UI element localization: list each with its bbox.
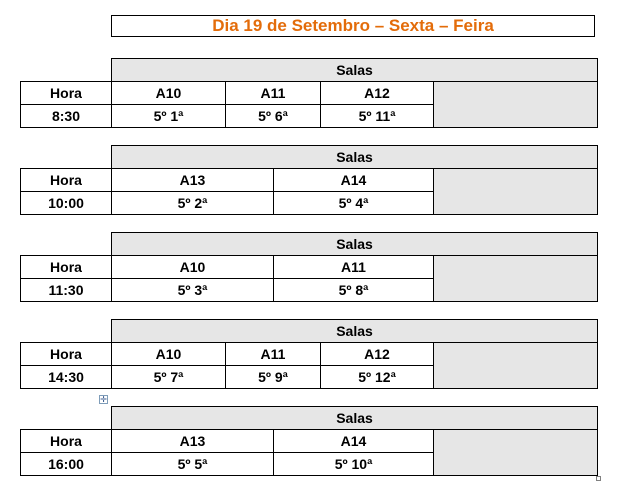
time-cell: 14:30	[21, 366, 112, 389]
page-title: Dia 19 de Setembro – Sexta – Feira	[111, 15, 595, 37]
class-cell: 5º 5ª	[112, 453, 274, 476]
class-cell: 5º 6ª	[226, 105, 321, 128]
time-cell: 11:30	[21, 279, 112, 302]
room-header: A12	[321, 82, 434, 105]
schedule-table-1	[20, 58, 598, 128]
hora-header: Hora	[21, 82, 112, 105]
room-header: A11	[226, 343, 321, 366]
class-cell: 5º 8ª	[274, 279, 434, 302]
salas-header: Salas	[112, 320, 598, 343]
class-cell: 5º 4ª	[274, 192, 434, 215]
class-cell: 5º 2ª	[112, 192, 274, 215]
class-cell: 5º 11ª	[321, 105, 434, 128]
room-header: A14	[274, 169, 434, 192]
empty-corner-cell	[21, 233, 112, 256]
class-cell: 5º 7ª	[112, 366, 226, 389]
schedule-table-4	[20, 319, 598, 389]
salas-header: Salas	[112, 233, 598, 256]
time-cell: 8:30	[21, 105, 112, 128]
empty-corner-cell	[21, 407, 112, 430]
hora-header: Hora	[21, 256, 112, 279]
empty-room-cell	[434, 256, 598, 302]
salas-header: Salas	[112, 59, 598, 82]
room-header: A10	[112, 82, 226, 105]
room-header: A13	[112, 169, 274, 192]
schedule-table-3	[20, 232, 598, 302]
empty-room-cell	[434, 82, 598, 128]
room-header: A11	[226, 82, 321, 105]
class-cell: 5º 1ª	[112, 105, 226, 128]
end-of-cell-marker-icon	[596, 476, 601, 481]
room-header: A12	[321, 343, 434, 366]
empty-corner-cell	[21, 146, 112, 169]
empty-room-cell	[434, 169, 598, 215]
schedule-table-5	[20, 406, 598, 476]
empty-room-cell	[434, 430, 598, 476]
room-header: A10	[112, 343, 226, 366]
empty-corner-cell	[21, 320, 112, 343]
room-header: A14	[274, 430, 434, 453]
class-cell: 5º 10ª	[274, 453, 434, 476]
hora-header: Hora	[21, 169, 112, 192]
salas-header: Salas	[112, 146, 598, 169]
hora-header: Hora	[21, 343, 112, 366]
time-cell: 10:00	[21, 192, 112, 215]
class-cell: 5º 3ª	[112, 279, 274, 302]
room-header: A10	[112, 256, 274, 279]
empty-room-cell	[434, 343, 598, 389]
salas-header: Salas	[112, 407, 598, 430]
room-header: A13	[112, 430, 274, 453]
room-header: A11	[274, 256, 434, 279]
empty-corner-cell	[21, 59, 112, 82]
hora-header: Hora	[21, 430, 112, 453]
class-cell: 5º 9ª	[226, 366, 321, 389]
move-handle-icon[interactable]: ✛	[100, 394, 107, 404]
time-cell: 16:00	[21, 453, 112, 476]
schedule-table-2	[20, 145, 598, 215]
class-cell: 5º 12ª	[321, 366, 434, 389]
